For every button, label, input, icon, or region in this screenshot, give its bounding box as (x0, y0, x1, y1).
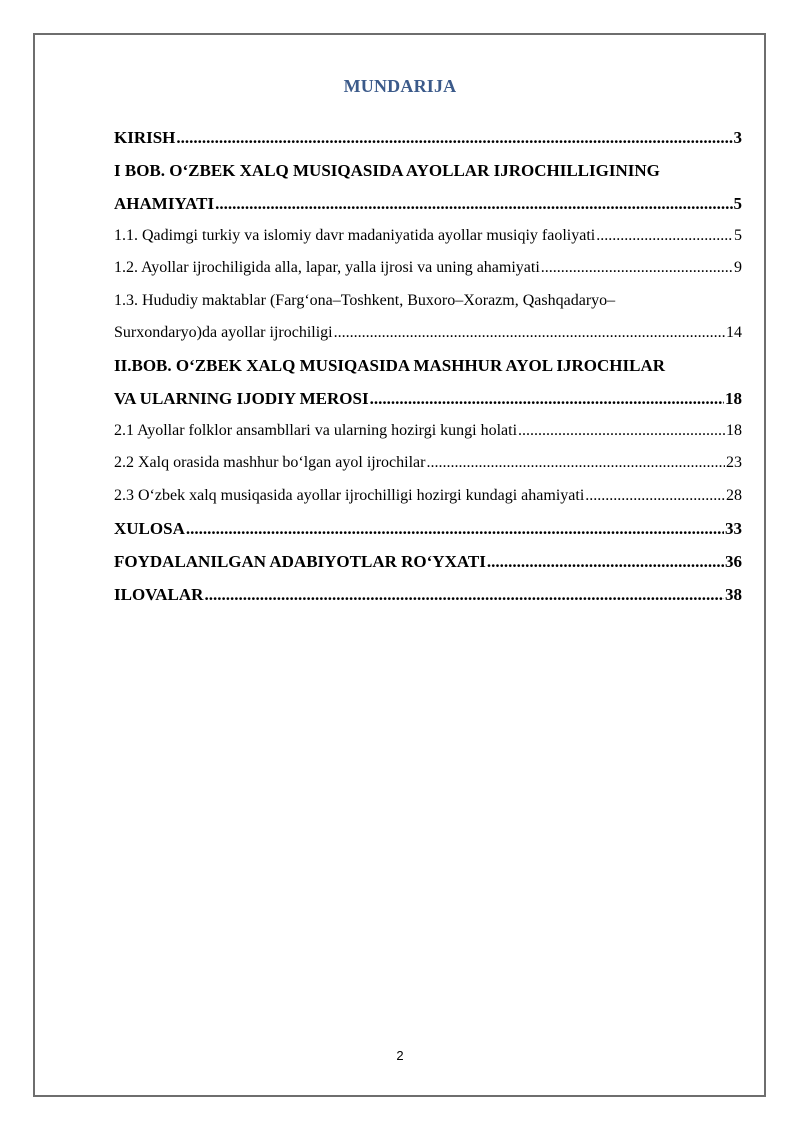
toc-entry-text: 2.3 O‘zbek xalq musiqasida ayollar ijrochilligi hozirgi kundagi ahamiyati (114, 487, 585, 504)
dot-leader (186, 519, 724, 539)
toc-entry-page: 36 (725, 552, 742, 571)
toc-entry-xulosa[interactable] (114, 519, 742, 543)
dot-leader (487, 552, 724, 572)
dot-leader (596, 227, 733, 245)
toc-entry-page: 18 (726, 422, 742, 439)
dot-leader (176, 128, 732, 148)
toc-entry-text: 1.1. Qadimgi turkiy va islomiy davr madaniyatida ayollar musiqiy faoliyati (114, 227, 596, 244)
toc-entry-1-3-line1[interactable] (114, 292, 742, 316)
toc-entry-chapter1-line2[interactable] (114, 194, 742, 218)
dot-leader (518, 422, 725, 440)
toc-entry-text: 2.2 Xalq orasida mashhur bo‘lgan ayol ijrochilar (114, 454, 426, 471)
toc-entry-text: 2.1 Ayollar folklor ansambllari va ularning hozirgi kungi holati (114, 422, 518, 439)
toc-entry-1-1[interactable] (114, 227, 742, 251)
toc-entry-chapter2-line2[interactable] (114, 389, 742, 413)
toc-title: MUNDARIJA (343, 76, 457, 96)
page-number: 2 (396, 1048, 404, 1063)
toc-entry-page: 28 (726, 487, 742, 504)
dot-leader (426, 454, 725, 472)
toc-entry-text: AHAMIYATI (114, 194, 215, 213)
dot-leader (541, 259, 733, 277)
toc-entry-text: II.BOB. O‘ZBEK XALQ MUSIQASIDA MASHHUR AYOL IJROCHILAR (114, 356, 666, 375)
toc-entry-page: 33 (725, 519, 742, 538)
dot-leader (334, 324, 725, 342)
toc-entry-text: VA ULARNING IJODIY MEROSI (114, 389, 369, 408)
toc-entry-chapter2-line1[interactable] (114, 356, 742, 380)
toc-entry-text: 1.3. Hududiy maktablar (Farg‘ona–Toshkent, Buxoro–Xorazm, Qashqadaryo– (114, 292, 616, 309)
toc-entry-2-1[interactable] (114, 422, 742, 446)
toc-entry-page: 3 (733, 128, 742, 147)
toc-entry-text: I BOB. O‘ZBEK XALQ MUSIQASIDA AYOLLAR IJROCHILLIGINING (114, 161, 660, 180)
toc-entry-page: 9 (734, 259, 742, 276)
toc-entry-appendices[interactable] (114, 585, 742, 609)
toc-entry-chapter1-line1[interactable] (114, 161, 742, 185)
toc-entry-2-2[interactable] (114, 454, 742, 478)
toc-entry-1-3-line2[interactable] (114, 324, 742, 348)
toc-entry-2-3[interactable] (114, 487, 742, 511)
toc-entry-page: 14 (726, 324, 742, 341)
toc-entry-text: KIRISH (114, 128, 176, 147)
toc-entry-text: 1.2. Ayollar ijrochiligida alla, lapar, yalla ijrosi va uning ahamiyati (114, 259, 540, 276)
toc-entry-kirish[interactable] (114, 128, 742, 152)
dot-leader (215, 194, 732, 214)
toc-entry-references[interactable] (114, 552, 742, 576)
dot-leader (204, 585, 724, 605)
toc-entry-page: 38 (725, 585, 742, 604)
toc-entry-text: XULOSA (114, 519, 185, 538)
toc-entry-text: FOYDALANILGAN ADABIYOTLAR RO‘YXATI (114, 552, 486, 571)
dot-leader (585, 487, 725, 505)
toc-entry-page: 23 (726, 454, 742, 471)
dot-leader (370, 389, 724, 409)
toc-entry-page: 18 (725, 389, 742, 408)
toc-entry-page: 5 (734, 227, 742, 244)
toc-entry-page: 5 (733, 194, 742, 213)
toc-entry-1-2[interactable] (114, 259, 742, 283)
toc-entry-text: ILOVALAR (114, 585, 204, 604)
toc-entry-text: Surxondaryo)da ayollar ijrochiligi (114, 324, 333, 341)
